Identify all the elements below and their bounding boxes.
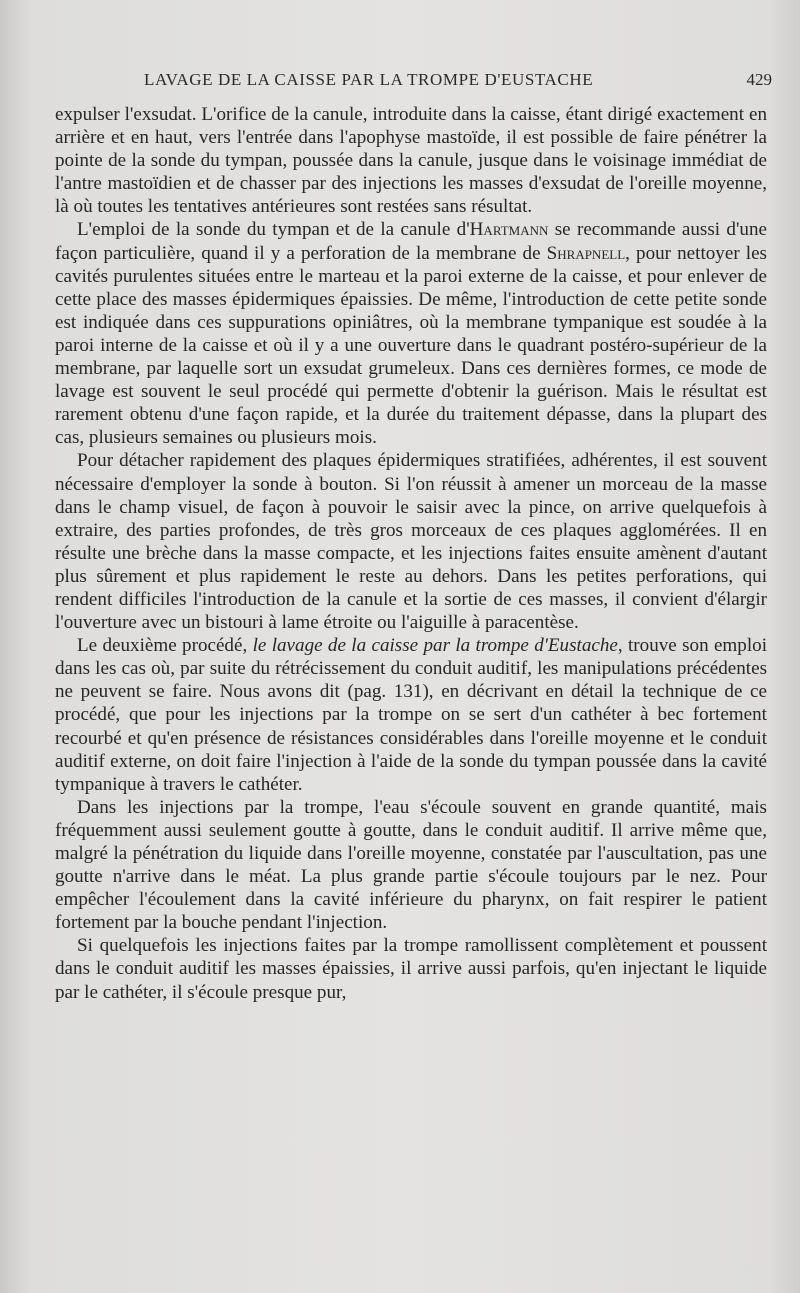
page-header (60, 70, 772, 100)
italic-procedure-name: le lavage de la caisse par la trompe d'Eustache (252, 635, 618, 657)
paragraph-1: expulser l'exsudat. L'orifice de la canule, introduite dans la caisse, étant dirigé exactement en arrière et en haut, vers l'entrée dans l'apophyse mastoïde, il est possible de faire pénétrer la pointe de la sonde du tympan, poussée dans la canule, jusque dans le voisinage immédiat de l'antre mastoïdien et de chasser par des injections les masses d'exsudat de l'oreille moyenne, là où toutes les tentatives antérieures sont restées sans résultat. (55, 104, 767, 218)
author-name-hartmann: Hartmann (469, 219, 549, 241)
paragraph-2: L'emploi de la sonde du tympan et de la canule d'Hartmann se recommande aussi d'une façon particulière, quand il y a perforation de la membrane de Shrapnell, pour nettoyer les cavités purulentes situées entre le marteau et la paroi externe de la caisse, et pour enlever de cette place des masses épidermiques épaissies. De même, l'introduction de cette petite sonde est indiquée dans ces suppurations opiniâtres, où la membrane tympanique est soudée à la paroi interne de la caisse et où il y a une ouverture dans le quadrant postéro-supérieur de la membrane, par laquelle sort un exsudat grumeleux. Dans ces dernières formes, ce mode de lavage est souvent le seul procédé qui permette d'obtenir la guérison. Mais le résultat est rarement obtenu d'une façon rapide, et la durée du traitement dépasse, dans la plupart des cas, plusieurs semaines ou plusieurs mois. (55, 219, 767, 449)
paragraph-4: Le deuxième procédé, le lavage de la caisse par la trompe d'Eustache, trouve son emploi dans les cas où, par suite du rétrécissement du conduit auditif, les manipulations précédentes ne peuvent se faire. Nous avons dit (pag. 131), en décrivant en détail la technique de ce procédé, que pour les injections par la trompe on se sert d'un cathéter à bec fortement recourbé et qu'en présence de résistances considérables dans l'oreille moyenne et le conduit auditif externe, on doit faire l'injection à l'aide de la sonde du tympan poussée dans la cavité tympanique à travers le cathéter. (55, 635, 767, 795)
paragraph-3: Pour détacher rapidement des plaques épidermiques stratifiées, adhérentes, il est souvent nécessaire d'employer la sonde à bouton. Si l'on réussit à amener un morceau de la masse dans le champ visuel, de façon à pouvoir le saisir avec la pince, on arrive quelquefois à extraire, des parties profondes, de très gros morceaux de ces plaques agglomérées. Il en résulte une brèche dans la masse compacte, et les injections faites ensuite amènent d'autant plus sûrement et plus rapidement le reste au dehors. Dans les petites perforations, qui rendent difficiles l'introduction de la canule et la sortie de ces masses, il convient d'élargir l'ouverture avec un bistouri à lame étroite ou l'aiguille à paracentèse. (55, 450, 767, 634)
author-name-shrapnell: Shrapnell (546, 242, 626, 264)
paragraph-6: Si quelquefois les injections faites par la trompe ramollissent complètement et poussent dans le conduit auditif les masses épaissies, il arrive aussi parfois, qu'en injectant le liquide par le cathéter, il s'écoule presque pur, (55, 935, 767, 1003)
running-title: LAVAGE DE LA CAISSE PAR LA TROMPE D'EUSTACHE (144, 70, 594, 89)
body-text (55, 103, 767, 1004)
page-number: 429 (746, 70, 772, 89)
paragraph-5: Dans les injections par la trompe, l'eau s'écoule souvent en grande quantité, mais fréquemment aussi seulement goutte à goutte, dans le conduit auditif. Il arrive même que, malgré la pénétration du liquide dans l'oreille moyenne, constatée par l'auscultation, pas une goutte n'arrive dans le méat. La plus grande partie s'écoule toujours par le nez. Pour empêcher l'écoulement dans la cavité inférieure du pharynx, on fait respirer le patient fortement par la bouche pendant l'injection. (55, 796, 767, 934)
